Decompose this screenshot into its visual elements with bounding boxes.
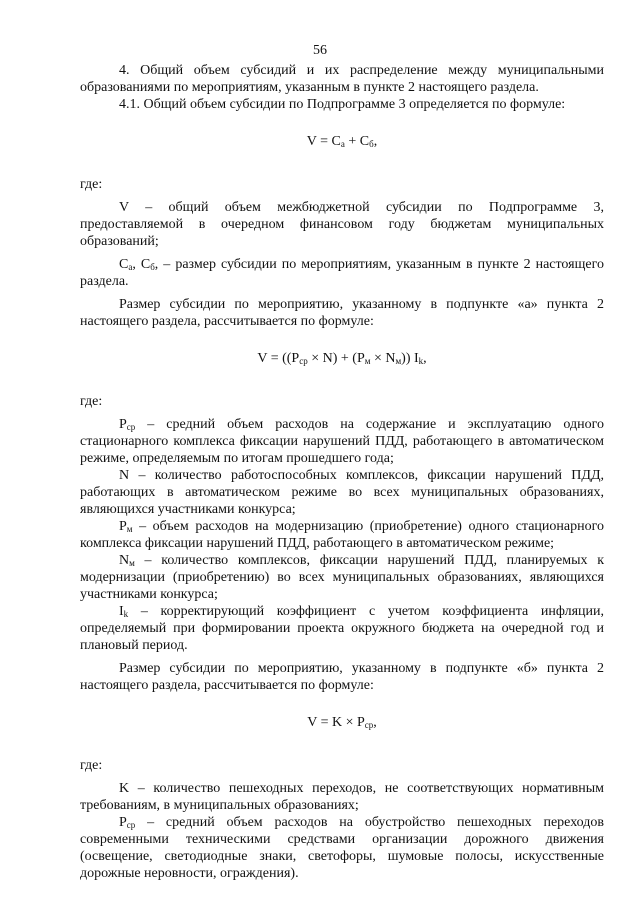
definition-p-sr-crossings: $P_{ср}$ – средний объем расходов на обустройство пешеходных переходов современными техническими средствами организации дорожного движения (освещение, светодиодные знаки, светофоры, шумовые полосы, искусственные дорожные неровности, ограждения). <box>80 815 604 881</box>
definition-ca-cb: $C_а$, $C_б$, – размер субсидии по мероприятиям, указанным в пункте 2 настоящего раздела. <box>80 257 604 289</box>
definition-p-sr: $P_{ср}$ – средний объем расходов на содержание и эксплуатацию одного стационарного комплекса фиксации нарушений ПДД, работающего в автоматическом режиме, определяемым по итогам прошедшего года; <box>80 417 604 466</box>
where-label: где: <box>80 394 103 409</box>
definition-n-m: $N_м$ – количество комплексов, фиксации нарушений ПДД, планируемых к модернизации (приобретению) во всех муниципальных образованиях, являющихся участниками конкурса; <box>80 553 604 602</box>
where-label: где: <box>80 758 103 773</box>
formula-subparagraph-a: $V = ((P_{ср} \times N) + (P_м \times N_м))$ $I_k$, <box>257 351 427 366</box>
section-heading: 4. Общий объем субсидий и их распределение между муниципальными образованиями по мероприятиям, указанным в пункте 2 настоящего раздела. <box>80 63 604 95</box>
document-body <box>80 62 604 882</box>
paragraph-4-1: 4.1. Общий объем субсидии по Подпрограмме 3 определяется по формуле: <box>119 97 566 112</box>
definition-n: N – количество работоспособных комплексов, фиксации нарушений ПДД, работающих в автоматическом режиме во всех муниципальных образованиях, являющихся участниками конкурса; <box>80 468 604 517</box>
where-label: где: <box>80 177 103 192</box>
definition-v: V – общий объем межбюджетной субсидии по Подпрограмме 3, предоставляемой в очередном финансовом году бюджетам муниципальных образований; <box>80 200 604 249</box>
definition-i-k: $I_k$ – корректирующий коэффициент с учетом коэффициента инфляции, определяемый при формировании проекта окружного бюджета на очередной год и плановый период. <box>80 604 604 653</box>
formula-total: $V = C_а + C_б$, <box>306 134 378 149</box>
page-number: 56 <box>313 43 327 58</box>
intro-subparagraph-b: Размер субсидии по мероприятию, указанному в подпункте «б» пункта 2 настоящего раздела, рассчитывается по формуле: <box>80 661 604 693</box>
definition-p-m: $P_м$ – объем расходов на модернизацию (приобретение) одного стационарного комплекса фиксации нарушений ПДД, работающего в автоматическом режиме; <box>80 519 604 551</box>
formula-subparagraph-b: $V = K \times P_{ср}$, <box>307 715 377 730</box>
definition-k: K – количество пешеходных переходов, не соответствующих нормативным требованиям, в муниципальных образованиях; <box>80 781 604 813</box>
intro-subparagraph-a: Размер субсидии по мероприятию, указанному в подпункте «а» пункта 2 настоящего раздела, рассчитывается по формуле: <box>80 297 604 329</box>
